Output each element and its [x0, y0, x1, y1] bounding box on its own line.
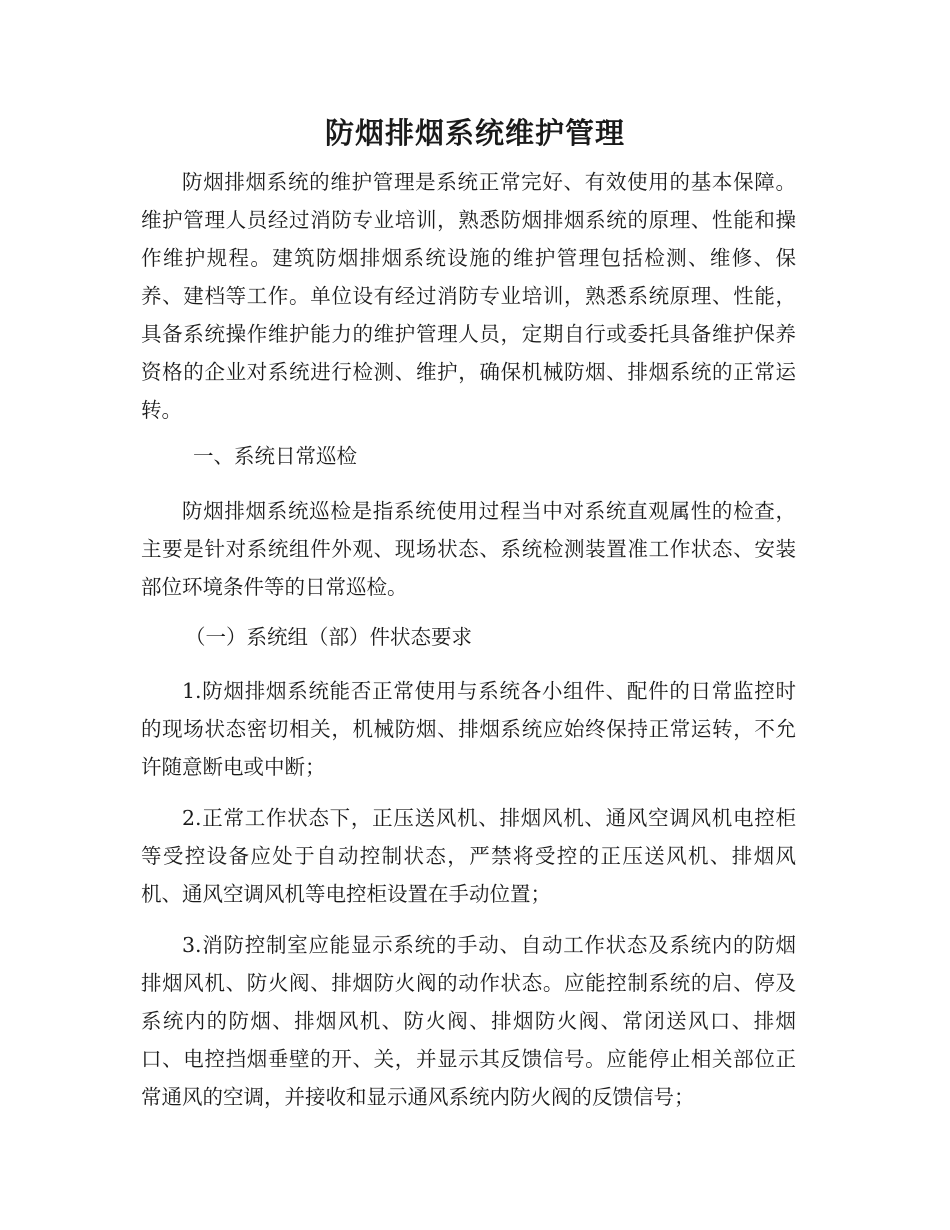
- list-item: 2.正常工作状态下，正压送风机、排烟风机、通风空调风机电控柜等受控设备应处于自动控制状态，严禁将受控的正压送风机、排烟风机、通风空调风机等电控柜设置在手动位置；: [141, 806, 796, 906]
- intro-paragraph: 防烟排烟系统的维护管理是系统正常完好、有效使用的基本保障。维护管理人员经过消防专业培训，熟悉防烟排烟系统的原理、性能和操作维护规程。建筑防烟排烟系统设施的维护管理包括检测、维修、保养、建档等工作。单位设有经过消防专业培训，熟悉系统原理、性能，具备系统操作维护能力的维护管理人员，定期自行或委托具备维护保养资格的企业对系统进行检测、维护，确保机械防烟、排烟系统的正常运转。: [141, 170, 796, 422]
- document-title: 防烟排烟系统维护管理: [324, 116, 625, 150]
- list-item: 1.防烟排烟系统能否正常使用与系统各小组件、配件的日常监控时的现场状态密切相关，机械防烟、排烟系统应始终保持正常运转，不允许随意断电或中断；: [141, 679, 796, 779]
- list-item: 3.消防控制室应能显示系统的手动、自动工作状态及系统内的防烟排烟风机、防火阀、排烟防火阀的动作状态。应能控制系统的启、停及系统内的防烟、排烟风机、防火阀、排烟防火阀、常闭送风口、排烟口、电控挡烟垂壁的开、关，并显示其反馈信号。应能停止相关部位正常通风的空调，并接收和显示通风系统内防火阀的反馈信号；: [141, 933, 796, 1109]
- section-body-paragraph: 防烟排烟系统巡检是指系统使用过程当中对系统直观属性的检查，主要是针对系统组件外观、现场状态、系统检测装置准工作状态、安装部位环境条件等的日常巡检。: [141, 499, 796, 599]
- subsection-heading: （一）系统组（部）件状态要求: [185, 625, 472, 649]
- section-heading: 一、系统日常巡检: [193, 444, 357, 468]
